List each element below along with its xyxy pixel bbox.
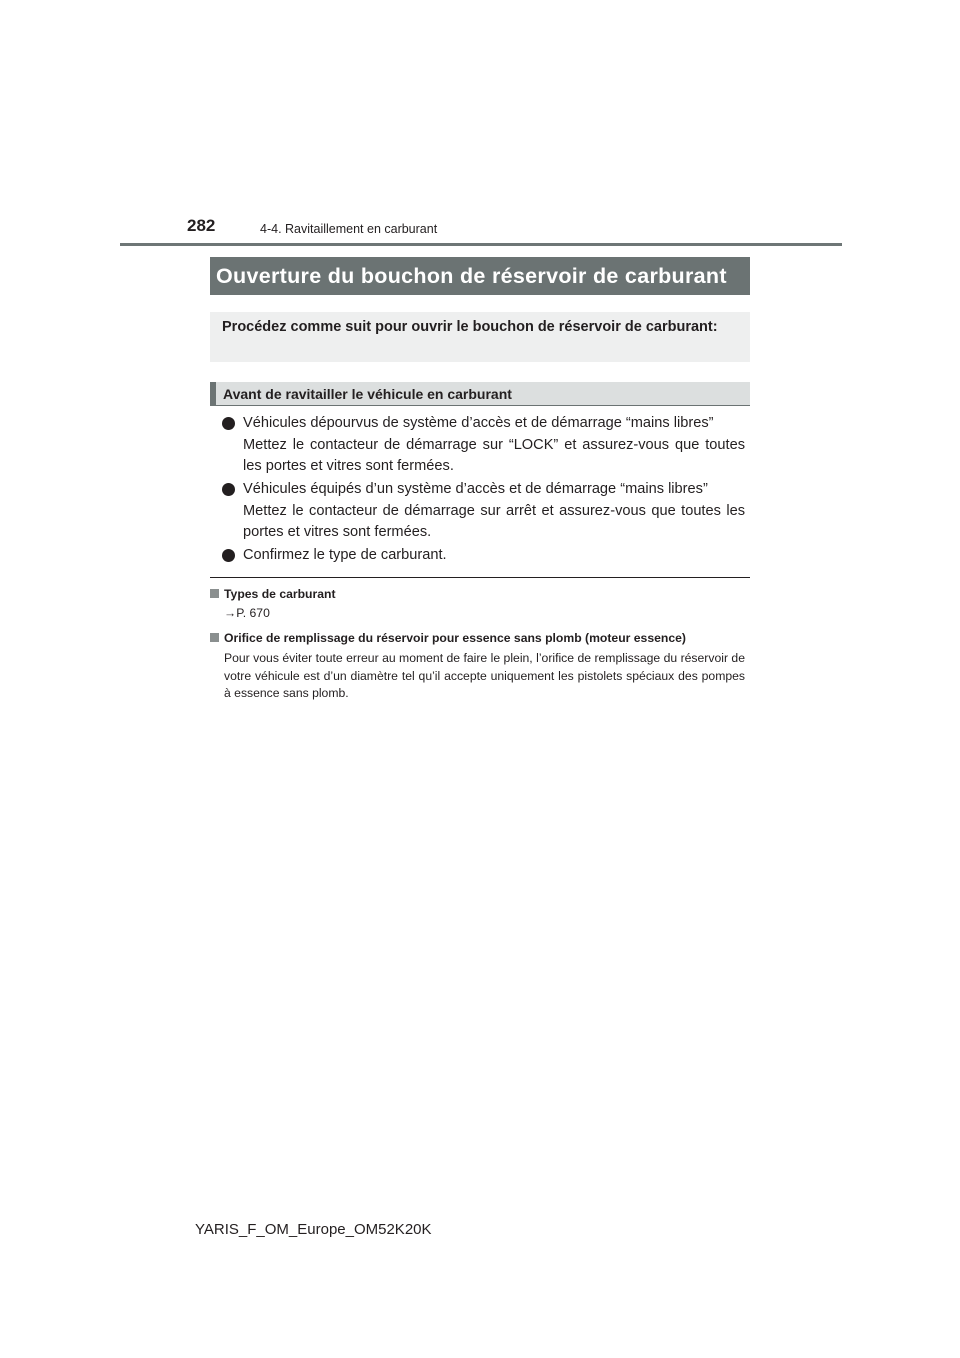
bullet-item xyxy=(222,413,745,478)
document-footer: YARIS_F_OM_Europe_OM52K20K xyxy=(195,1221,432,1238)
page-title: Ouverture du bouchon de réservoir de carburant xyxy=(210,257,750,295)
note-title: Orifice de remplissage du réservoir pour essence sans plomb (moteur essence) xyxy=(210,629,745,647)
bullet-dot-icon xyxy=(222,483,235,496)
note-body: Pour vous éviter toute erreur au moment de faire le plein, l’orifice de remplissage du réservoir de votre véhicule est d’un diamètre tel qu’il accepte uniquement les pistolets spéciaux des pompes à essence sans plomb. xyxy=(224,651,745,700)
page-number: 282 xyxy=(187,216,216,235)
bullet-dot-icon xyxy=(222,417,235,430)
subsection-header: Avant de ravitailler le véhicule en carburant xyxy=(210,382,750,406)
note-body-link[interactable]: →P. 670 xyxy=(224,606,270,620)
bullet-title: Véhicules équipés d’un système d’accès et de démarrage “mains libres” xyxy=(243,481,708,497)
note-fuel-types xyxy=(210,585,745,623)
bullet-list xyxy=(222,413,745,568)
bullet-item xyxy=(222,479,745,544)
note-filler-neck xyxy=(210,629,745,703)
bullet-title: Véhicules dépourvus de système d’accès et de démarrage “mains libres” xyxy=(243,415,714,431)
bullet-text: Mettez le contacteur de démarrage sur arrêt et assurez-vous que toutes les portes et vitres sont fermées. xyxy=(243,502,745,540)
square-bullet-icon xyxy=(210,589,219,598)
bullet-title: Confirmez le type de carburant. xyxy=(243,547,447,563)
section-header: 4-4. Ravitaillement en carburant xyxy=(260,222,438,236)
note-title: Types de carburant xyxy=(210,585,745,603)
bullet-dot-icon xyxy=(222,549,235,562)
bullet-text: Mettez le contacteur de démarrage sur “LOCK” et assurez-vous que toutes les portes et vitres sont fermées. xyxy=(243,436,745,474)
notes-rule xyxy=(210,577,750,578)
header-rule xyxy=(120,243,842,246)
bullet-item xyxy=(222,545,745,567)
intro-box: Procédez comme suit pour ouvrir le bouchon de réservoir de carburant: xyxy=(210,312,750,362)
square-bullet-icon xyxy=(210,633,219,642)
